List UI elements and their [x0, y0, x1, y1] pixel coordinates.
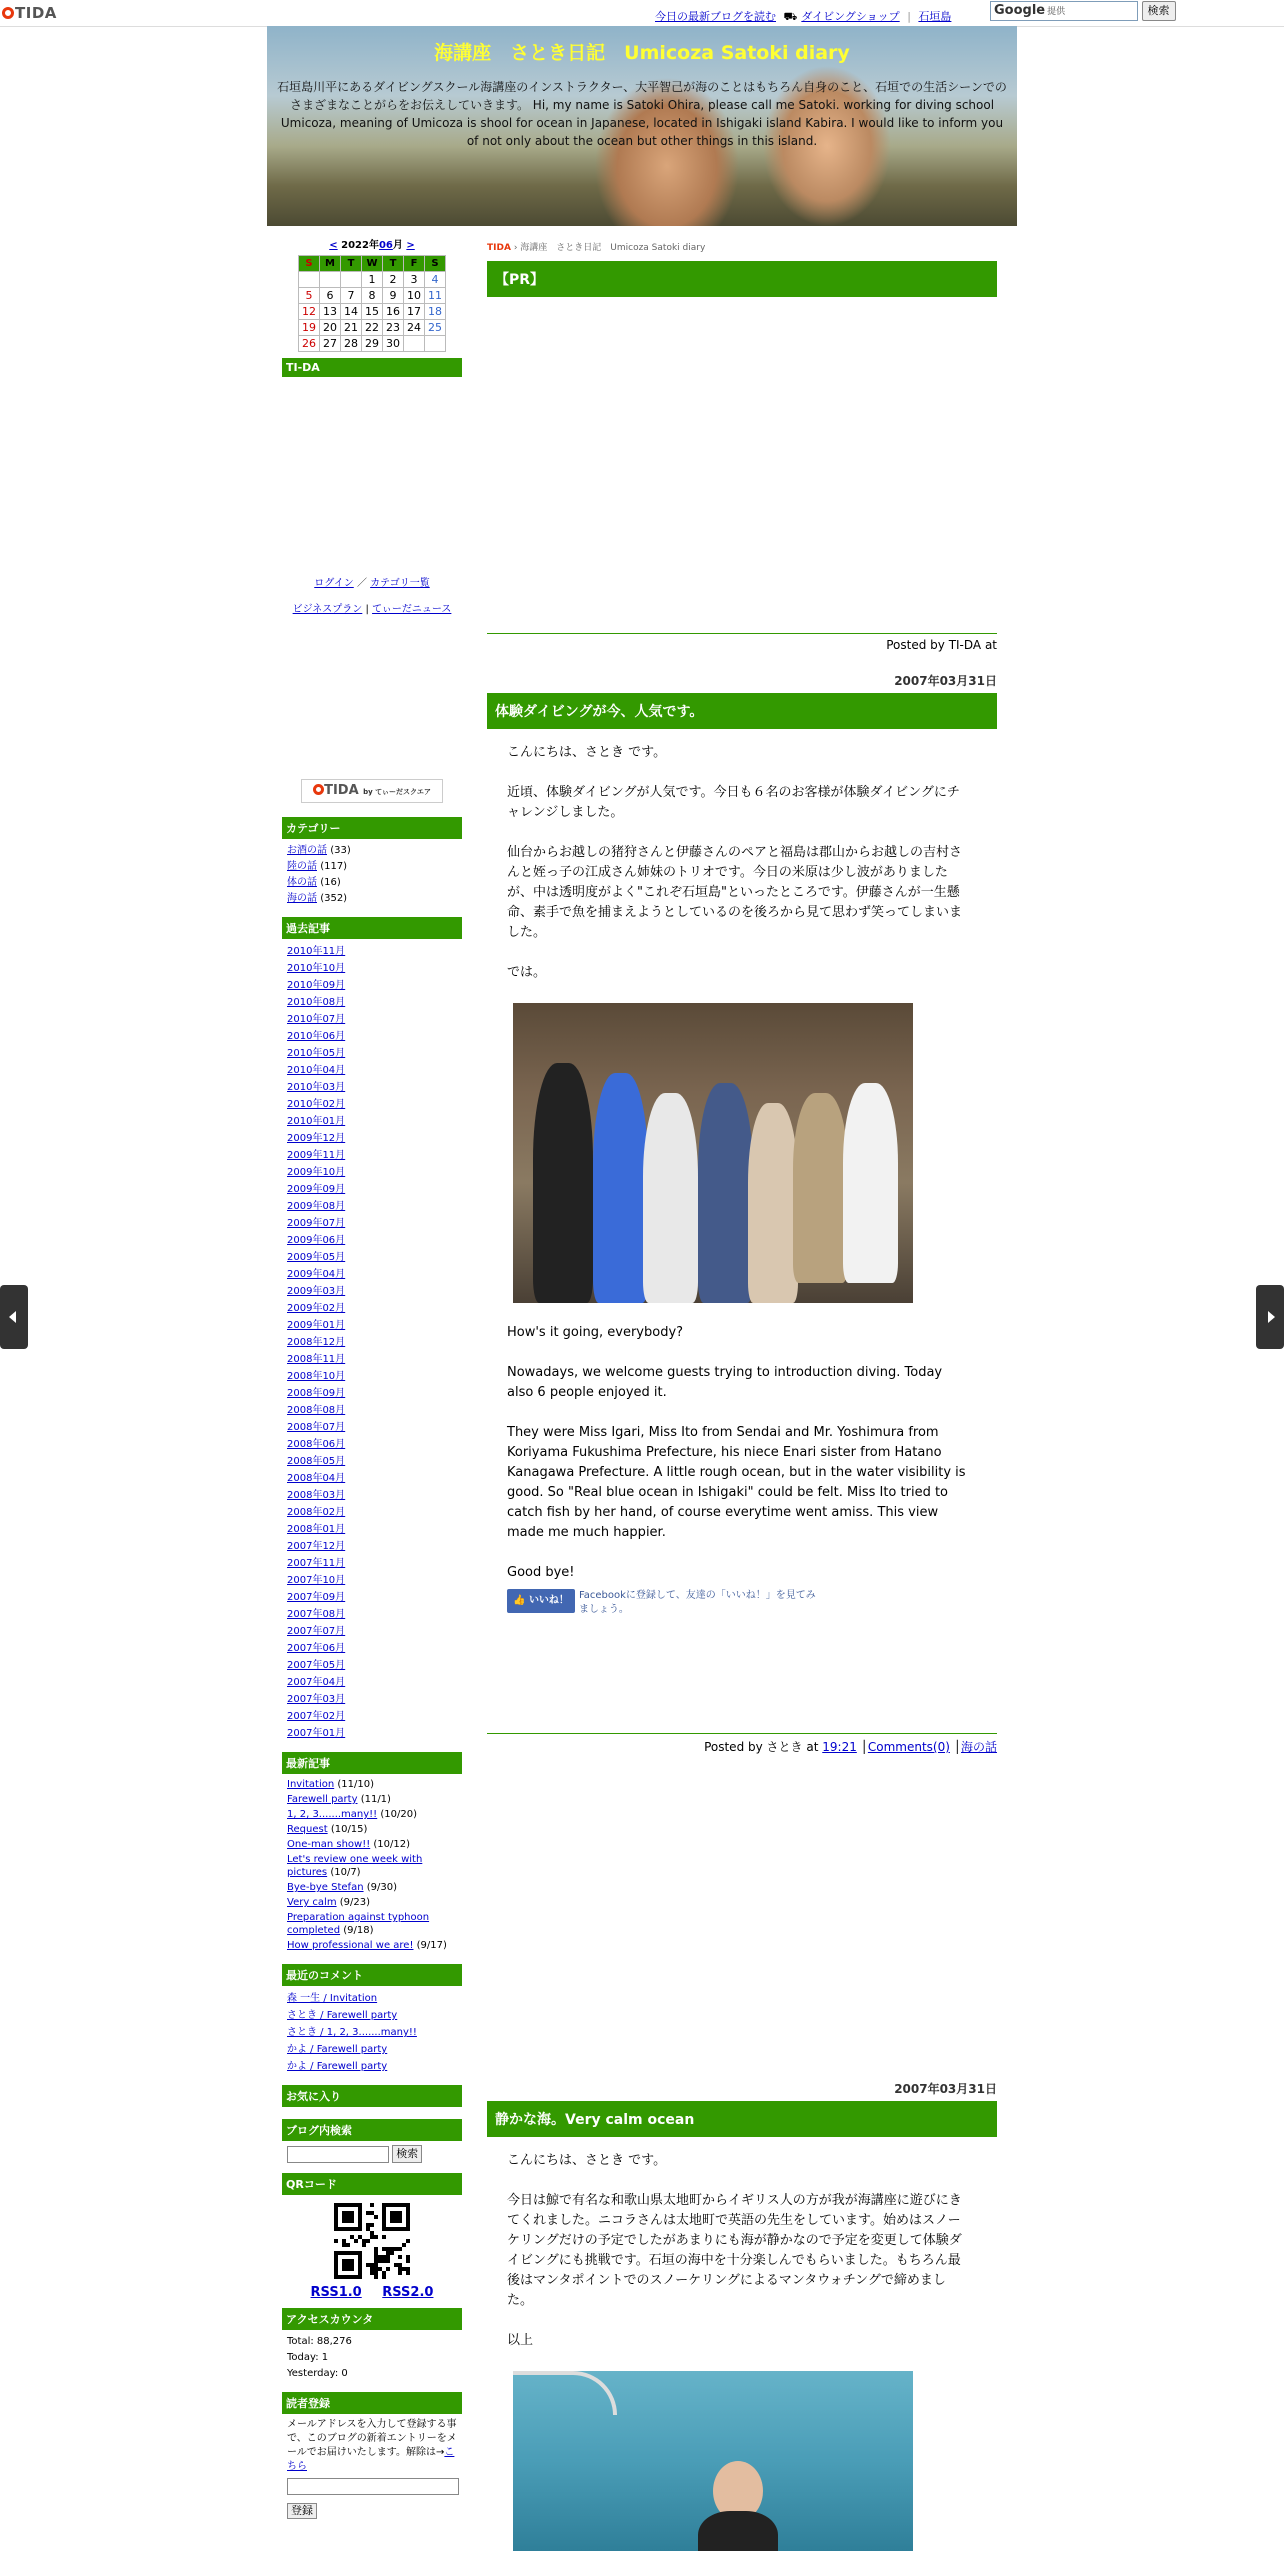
calendar-day: 12	[299, 304, 320, 320]
recent-link[interactable]: Farewell party	[287, 1794, 358, 1805]
favorites-heading: お気に入り	[282, 2085, 462, 2107]
counter-yesterday: Yesterday: 0	[287, 2368, 348, 2379]
entry-paragraph: 今日は鯨で有名な和歌山県太地町からイギリス人の方が我が海講座に遊びにきてくれました。ニコラさんは太地町で英語の先生をしています。始めはスノーケリングだけの予定でしたがあまりにも海が静かなので予定を変更して体験ダイビングにも挑戦です。石垣の海中を十分楽しんでもらいました。もちろん最後はマンタポイントでのスノーケリングによるマンタウォチングで締めました。	[507, 2193, 962, 2308]
counter-today: Today: 1	[287, 2352, 329, 2363]
register-button[interactable]: 登録	[287, 2503, 317, 2519]
tida-square-badge[interactable]: TIDA by てぃーだスクエア	[301, 779, 443, 803]
calendar-day	[341, 272, 362, 288]
calendar-day: 5	[299, 288, 320, 304]
main-content	[487, 236, 997, 2551]
pr-area	[487, 297, 997, 627]
archive-link[interactable]: 2009年01月	[287, 1320, 346, 1331]
archive-link[interactable]: 2010年09月	[287, 980, 346, 991]
archives-list	[282, 939, 462, 1746]
archive-link[interactable]: 2007年11月	[287, 1558, 346, 1569]
calendar	[298, 255, 446, 352]
next-arrow-button[interactable]	[1256, 1285, 1284, 1349]
spacer	[487, 1617, 997, 1727]
calendar-day: 23	[383, 320, 404, 336]
archive-link[interactable]: 2009年08月	[287, 1201, 346, 1212]
account-links: ログイン ／ カテゴリ一覧	[314, 578, 430, 589]
blog-search-heading: ブログ内検索	[282, 2119, 462, 2141]
entry-paragraph-en: Nowadays, we welcome guests trying to introduction diving. Today also 6 people enjoyed it.	[507, 1365, 943, 1400]
archive-link[interactable]: 2010年07月	[287, 1014, 346, 1025]
calendar-day: 9	[383, 288, 404, 304]
blog-search-form	[282, 2141, 462, 2167]
recent-link[interactable]: Bye-bye Stefan	[287, 1882, 364, 1893]
category-list-link[interactable]: カテゴリ一覧	[370, 578, 430, 589]
blog-header	[267, 26, 1017, 226]
archive-link[interactable]: 2008年04月	[287, 1473, 346, 1484]
entry-paragraph-en: Good bye!	[507, 1565, 575, 1580]
category-count: (352)	[320, 893, 348, 904]
calendar-prev-link[interactable]: <	[329, 240, 338, 251]
recent-link[interactable]: Request	[287, 1824, 328, 1835]
category-item	[287, 859, 457, 875]
archive-link[interactable]: 2010年03月	[287, 1082, 346, 1093]
counter-total: Total: 88,276	[287, 2336, 352, 2347]
entry-body	[487, 2137, 997, 2551]
calendar-day: 8	[362, 288, 383, 304]
archive-link[interactable]: 2009年02月	[287, 1303, 346, 1314]
archive-link[interactable]: 2008年02月	[287, 1507, 346, 1518]
recent-list	[282, 1774, 462, 1958]
calendar-day: 3	[404, 272, 425, 288]
service-links: ビジネスプラン | てぃーだニュース	[292, 604, 452, 615]
recent-link[interactable]: Let's review one week with pictures	[287, 1854, 423, 1878]
recent-date: (9/23)	[339, 1897, 371, 1908]
spacer	[282, 617, 462, 767]
entry-paragraph-en: How's it going, everybody?	[507, 1325, 684, 1340]
archive-link[interactable]: 2010年05月	[287, 1048, 346, 1059]
tida-heading: TI-DA	[282, 358, 462, 377]
ishigaki-link[interactable]: 石垣島	[918, 10, 952, 23]
archive-link[interactable]: 2007年08月	[287, 1609, 346, 1620]
facebook-like-button[interactable]: 👍 いいね！	[507, 1589, 575, 1613]
recent-date: (9/17)	[416, 1940, 447, 1951]
prev-arrow-button[interactable]	[0, 1285, 28, 1349]
blog-description: 石垣島川平にあるダイビングスクール海講座のインストラクター、大平智己が海のことはもちろん自身のこと、石垣での生活シーンでのさまざまなことがらをお伝えしていきます。 Hi, my name is Satoki Ohira, please call me Satoki. working for diving school Umicoza, meaning of Umicoza is shool for ocean in Japanese, located in Ishigaki island Kabira. I would like to inform you of not only about the ocean but other things in this island.	[277, 80, 1007, 148]
comment-link[interactable]: さとき / Farewell party	[287, 2010, 398, 2021]
category-link[interactable]: お酒の話	[287, 845, 327, 856]
recent-date: (11/1)	[360, 1794, 391, 1805]
archive-link[interactable]: 2010年01月	[287, 1116, 346, 1127]
recent-link[interactable]: One-man show!!	[287, 1839, 371, 1850]
tida-news-link[interactable]: てぃーだニュース	[372, 604, 452, 615]
calendar-day: 1	[362, 272, 383, 288]
email-input[interactable]	[287, 2478, 459, 2495]
category-item	[287, 875, 457, 891]
reader-text: メールアドレスを入力して登録する事で、このブログの新着エントリーをメールでお届けいたします。解除は→	[287, 2419, 457, 2458]
qr-heading: QRコード	[282, 2173, 462, 2195]
archive-link[interactable]: 2008年08月	[287, 1405, 346, 1416]
unsubscribe-link[interactable]: こちら	[287, 2447, 455, 2472]
archive-link[interactable]: 2008年12月	[287, 1337, 346, 1348]
weekday-label: T	[383, 256, 404, 272]
archive-link[interactable]: 2007年07月	[287, 1626, 346, 1637]
archive-link[interactable]: 2007年01月	[287, 1728, 346, 1739]
sidebar	[282, 236, 462, 2523]
archive-link[interactable]: 2007年10月	[287, 1575, 346, 1586]
calendar-day: 22	[362, 320, 383, 336]
category-count: (16)	[320, 877, 341, 888]
calendar-day: 15	[362, 304, 383, 320]
entry-footer: Posted by さとき at 19:21 │Comments(0) │海の話	[487, 1733, 997, 1755]
archive-link[interactable]: 2009年06月	[287, 1235, 346, 1246]
archive-link[interactable]: 2009年07月	[287, 1218, 346, 1229]
pr-posted-by: Posted by TI-DA at	[487, 633, 997, 652]
archive-link[interactable]: 2010年10月	[287, 963, 346, 974]
login-link[interactable]: ログイン	[314, 578, 354, 589]
entry-comments-link[interactable]: Comments(0)	[867, 1740, 950, 1754]
access-counter	[282, 2330, 462, 2386]
recent-item	[287, 1793, 457, 1806]
entry-paragraph: では。	[507, 965, 547, 980]
calendar-day	[320, 272, 341, 288]
diving-shop-link[interactable]: ダイビングショップ	[801, 10, 900, 23]
entry-date: 2007年03月31日	[894, 2082, 997, 2096]
recent-item	[287, 1896, 457, 1909]
archive-link[interactable]: 2007年12月	[287, 1541, 346, 1552]
archive-link[interactable]: 2008年03月	[287, 1490, 346, 1501]
archive-link[interactable]: 2008年01月	[287, 1524, 346, 1535]
recent-link[interactable]: Very calm	[287, 1897, 337, 1908]
google-search-button[interactable]: 検索	[1142, 1, 1176, 21]
calendar-day: 25	[425, 320, 446, 336]
entry-paragraph: こんにちは、さとき です。	[507, 2153, 667, 2168]
recent-date: (10/20)	[380, 1809, 418, 1820]
calendar-day: 16	[383, 304, 404, 320]
tida-logo-icon	[2, 7, 14, 19]
archives-heading: 過去記事	[282, 917, 462, 939]
categories-heading: カテゴリー	[282, 817, 462, 839]
calendar-day	[299, 272, 320, 288]
archive-link[interactable]: 2010年06月	[287, 1031, 346, 1042]
weekday-label: M	[320, 256, 341, 272]
tida-logo-icon	[313, 784, 324, 795]
archive-link[interactable]: 2009年03月	[287, 1286, 346, 1297]
business-plan-link[interactable]: ビジネスプラン	[292, 604, 363, 615]
comment-link[interactable]: かよ / Farewell party	[287, 2061, 388, 2072]
spacer	[487, 1755, 997, 2080]
entry-paragraph: こんにちは、さとき です。	[507, 745, 667, 760]
entry-paragraph: 近頃、体験ダイビングが人気です。今日も６名のお客様が体験ダイビングにチャレンジしました。	[507, 785, 960, 820]
category-item	[287, 843, 457, 859]
recent-item	[287, 1881, 457, 1894]
calendar-day: 4	[425, 272, 446, 288]
separator: |	[907, 10, 911, 23]
category-link[interactable]: 陸の話	[287, 861, 317, 872]
rss-links	[282, 2285, 462, 2300]
archive-link[interactable]: 2008年09月	[287, 1388, 346, 1399]
google-search-input[interactable]: Google 提供	[990, 1, 1138, 21]
archive-link[interactable]: 2009年09月	[287, 1184, 346, 1195]
comments-heading: 最近のコメント	[282, 1964, 462, 1986]
recent-item	[287, 1838, 457, 1851]
archive-link[interactable]: 2008年06月	[287, 1439, 346, 1450]
entry-date: 2007年03月31日	[894, 674, 997, 688]
category-link[interactable]: 体の話	[287, 877, 317, 888]
recent-date: (10/7)	[330, 1867, 361, 1878]
entry-title[interactable]: 体験ダイビングが今、人気です。	[487, 693, 997, 729]
calendar-day: 14	[341, 304, 362, 320]
weekday-label: F	[404, 256, 425, 272]
weekday-label: S	[425, 256, 446, 272]
recent-date: (11/10)	[337, 1779, 374, 1790]
weekday-label: S	[299, 256, 320, 272]
archive-link[interactable]: 2010年08月	[287, 997, 346, 1008]
recent-heading: 最新記事	[282, 1752, 462, 1774]
archive-link[interactable]: 2007年04月	[287, 1677, 346, 1688]
calendar-day: 29	[362, 336, 383, 352]
archive-link[interactable]: 2007年02月	[287, 1711, 346, 1722]
calendar-day: 17	[404, 304, 425, 320]
calendar-day: 18	[425, 304, 446, 320]
calendar-day: 6	[320, 288, 341, 304]
archive-link[interactable]: 2010年11月	[287, 946, 346, 957]
recent-item	[287, 1823, 457, 1836]
recent-item	[287, 1778, 457, 1791]
google-logo: Google	[994, 3, 1046, 18]
recent-date: (10/12)	[373, 1839, 411, 1850]
top-bar	[0, 0, 1284, 27]
archive-link[interactable]: 2007年05月	[287, 1660, 346, 1671]
facebook-like	[507, 1589, 971, 1617]
tida-ad-area	[282, 377, 462, 577]
weekday-label: T	[341, 256, 362, 272]
archive-link[interactable]: 2009年11月	[287, 1150, 346, 1161]
recent-date: (9/30)	[366, 1882, 397, 1893]
archive-link[interactable]: 2009年05月	[287, 1252, 346, 1263]
chevron-left-icon	[9, 1311, 16, 1323]
recent-date: (10/15)	[330, 1824, 368, 1835]
weekday-label: W	[362, 256, 383, 272]
rss1-link[interactable]: RSS1.0	[310, 2285, 362, 2300]
recent-item	[287, 1939, 457, 1952]
calendar-month-link[interactable]: 06	[378, 240, 393, 251]
entry-paragraph: 仙台からお越しの猪狩さんと伊藤さんのペアと福島は郡山からお越しの吉村さんと姪っ子の江成さん姉妹のトリオです。今日の米原は少し波がありましたが、中は透明度がよく"これぞ石垣島"といったところです。伊藤さんが一生懸命、素手で魚を捕まえようとしているのを後ろから見て思わず笑ってしまいました。	[507, 845, 963, 940]
recent-date: (9/18)	[343, 1925, 374, 1936]
calendar-day: 28	[341, 336, 362, 352]
comment-link[interactable]: 森 一生 / Invitation	[287, 1993, 378, 2004]
comment-link[interactable]: かよ / Farewell party	[287, 2044, 388, 2055]
calendar-day: 21	[341, 320, 362, 336]
entry-time-link[interactable]: 19:21	[822, 1740, 857, 1754]
facebook-like-text: Facebookに登録して、友達の「いいね！」を見てみましょう。	[578, 1590, 816, 1615]
calendar-day: 27	[320, 336, 341, 352]
recent-item	[287, 1808, 457, 1821]
calendar-day: 24	[404, 320, 425, 336]
archive-link[interactable]: 2010年04月	[287, 1065, 346, 1076]
diving-shop-icon: ⛟	[783, 10, 798, 23]
comments-list	[282, 1986, 462, 2079]
calendar-next-link[interactable]: >	[406, 240, 415, 251]
calendar-day: 13	[320, 304, 341, 320]
categories-list	[282, 839, 462, 911]
recent-link[interactable]: Preparation against typhoon completed	[287, 1912, 430, 1936]
blog-search-button[interactable]: 検索	[392, 2145, 422, 2163]
archive-link[interactable]: 2008年11月	[287, 1354, 346, 1365]
archive-link[interactable]: 2007年09月	[287, 1592, 346, 1603]
chevron-right-icon	[1268, 1311, 1275, 1323]
calendar-day: 30	[383, 336, 404, 352]
reader-heading: 読者登録	[282, 2392, 462, 2414]
ocean-photo[interactable]	[513, 2371, 913, 2551]
recent-link[interactable]: How professional we are!	[287, 1940, 414, 1951]
category-link[interactable]: 海の話	[287, 893, 317, 904]
reader-signup	[282, 2414, 462, 2523]
comment-link[interactable]: さとき / 1, 2, 3.......many!!	[287, 2027, 417, 2038]
archive-link[interactable]: 2008年10月	[287, 1371, 346, 1382]
tida-crumb-logo[interactable]: TIDA	[487, 243, 511, 253]
archive-link[interactable]: 2008年05月	[287, 1456, 346, 1467]
google-search	[990, 1, 1176, 21]
archive-link[interactable]: 2009年10月	[287, 1167, 346, 1178]
category-item	[287, 891, 457, 907]
latest-blogs-link[interactable]: 今日の最新ブログを読む	[655, 10, 776, 23]
calendar-day	[404, 336, 425, 352]
top-links	[655, 8, 955, 25]
recent-link[interactable]: 1, 2, 3.......many!!	[287, 1809, 378, 1820]
rss2-link[interactable]: RSS2.0	[382, 2285, 434, 2300]
entry-title[interactable]: 静かな海。Very calm ocean	[487, 2101, 997, 2137]
entry-category-link[interactable]: 海の話	[960, 1740, 997, 1754]
blog-search-input[interactable]	[287, 2146, 389, 2163]
category-count: (117)	[320, 861, 348, 872]
calendar-day: 7	[341, 288, 362, 304]
tida-logo[interactable]: TIDA	[2, 4, 57, 22]
breadcrumb	[487, 240, 997, 253]
archive-link[interactable]: 2007年06月	[287, 1643, 346, 1654]
recent-item	[287, 1911, 457, 1937]
group-photo[interactable]	[513, 1003, 913, 1303]
archive-link[interactable]: 2007年03月	[287, 1694, 346, 1705]
entry-body	[487, 729, 997, 1617]
recent-link[interactable]: Invitation	[287, 1779, 335, 1790]
category-count: (33)	[330, 845, 351, 856]
calendar-day: 26	[299, 336, 320, 352]
entry-paragraph-en: They were Miss Igari, Miss Ito from Sendai and Mr. Yoshimura from Koriyama Fukushima Prefecture, his niece Enari sister from Hatano Kanagawa Prefecture. A little rough ocean, but in the water visibility is good. So "Real blue ocean in Ishigaki" could be felt. Miss Ito tried to catch fish by her hand, of course everytime went amiss. This view made me much happier.	[507, 1425, 966, 1540]
entry-paragraph: 以上	[507, 2333, 534, 2348]
archive-link[interactable]: 2009年12月	[287, 1133, 346, 1144]
calendar-day: 2	[383, 272, 404, 288]
breadcrumb-text[interactable]: › 海講座 さとき日記 Umicoza Satoki diary	[513, 243, 706, 253]
calendar-day: 11	[425, 288, 446, 304]
archive-link[interactable]: 2008年07月	[287, 1422, 346, 1433]
blog-title[interactable]: 海講座 さとき日記 Umicoza Satoki diary	[434, 42, 850, 64]
recent-item	[287, 1853, 457, 1879]
calendar-day	[425, 336, 446, 352]
calendar-header: < 2022年06月 >	[329, 240, 415, 251]
calendar-day: 19	[299, 320, 320, 336]
archive-link[interactable]: 2009年04月	[287, 1269, 346, 1280]
pr-heading: 【PR】	[487, 261, 997, 297]
archive-link[interactable]: 2010年02月	[287, 1099, 346, 1110]
calendar-day: 10	[404, 288, 425, 304]
qr-code-icon	[334, 2203, 410, 2279]
counter-heading: アクセスカウンタ	[282, 2308, 462, 2330]
calendar-day: 20	[320, 320, 341, 336]
